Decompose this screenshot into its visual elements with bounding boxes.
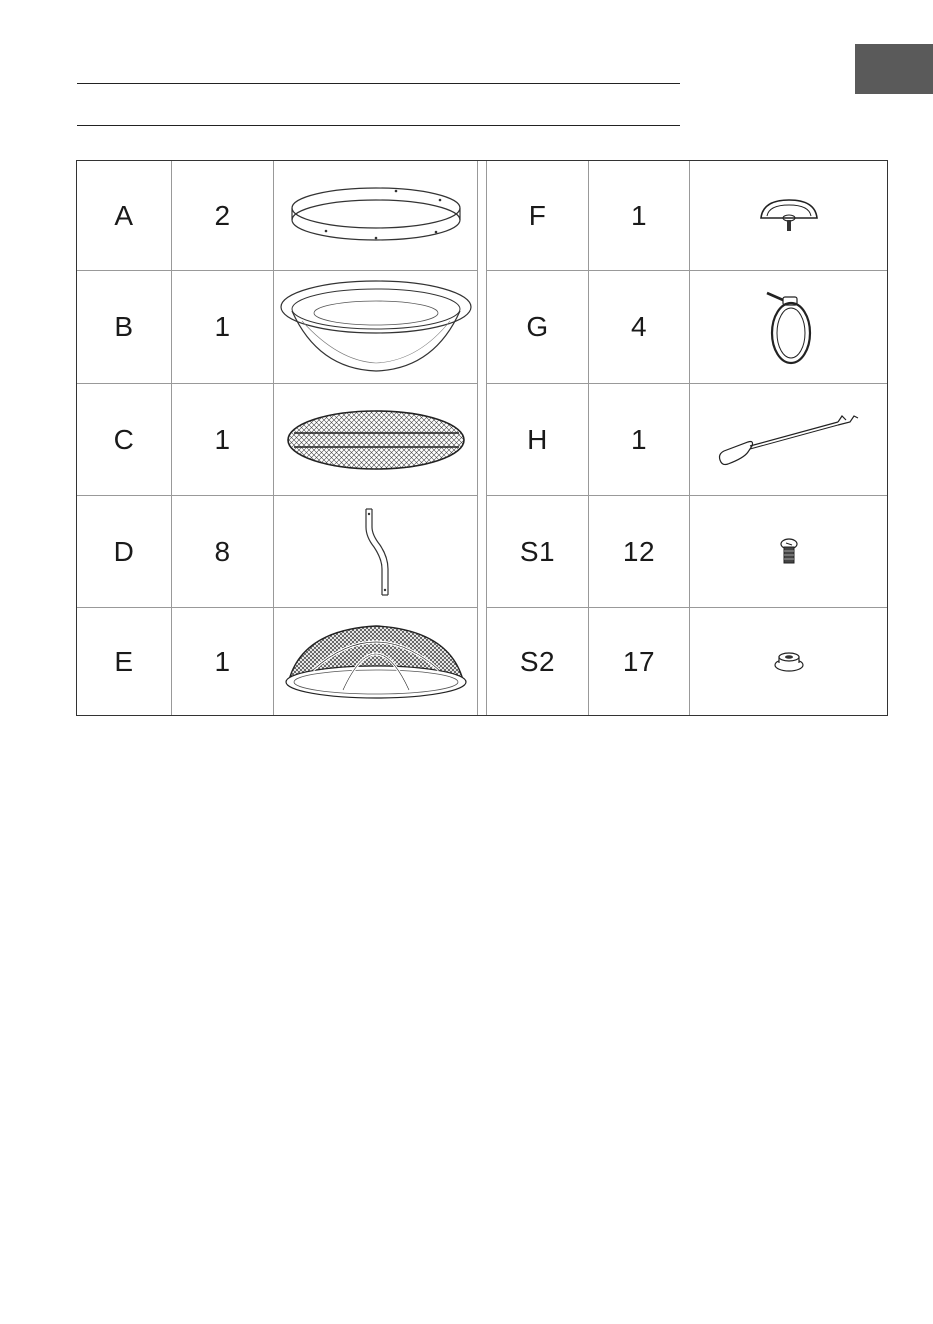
table-row [77,384,477,496]
language-tab [855,44,933,94]
table-row [487,161,887,271]
spark-screen-icon [283,620,469,704]
lid-handle-icon [757,196,821,236]
grill-grate-icon [284,405,468,475]
part-letter: D [113,535,135,567]
table-row [77,271,477,384]
table-row [487,271,887,384]
table-row [487,496,887,608]
screw-icon [777,537,801,567]
part-letter: B [114,311,134,342]
part-quantity: 1 [630,423,648,455]
parts-table [76,160,888,716]
table-row [77,608,477,715]
header-rule-top [77,83,680,84]
parts-table-right [487,161,887,715]
part-quantity: 1 [214,423,231,455]
part-letter: G [526,311,549,342]
table-row [487,384,887,496]
part-quantity: 12 [622,535,656,567]
fire-bowl-icon [278,277,474,377]
nut-icon [773,651,805,673]
part-letter: S2 [519,645,556,677]
part-quantity: 8 [214,535,231,567]
part-letter: C [113,423,135,455]
part-quantity: 2 [214,199,231,231]
part-letter: S1 [519,535,556,567]
poker-tool-icon [714,408,864,472]
part-quantity: 1 [214,311,231,342]
table-row [77,496,477,608]
table-row [77,161,477,271]
part-quantity: 1 [630,199,648,231]
table-divider [477,161,487,715]
parts-table-left [77,161,477,715]
leg-bracket-icon [356,505,396,599]
part-quantity: 4 [630,311,648,342]
part-quantity: 1 [214,645,231,677]
part-letter: E [114,645,134,677]
part-letter: H [527,423,548,455]
ring-frame-icon [286,176,466,256]
table-row [487,608,887,715]
header-rule-bottom [77,125,680,126]
part-letter: A [114,199,134,231]
part-quantity: 17 [622,645,656,677]
ring-handle-icon [759,285,819,369]
part-letter: F [528,199,547,231]
